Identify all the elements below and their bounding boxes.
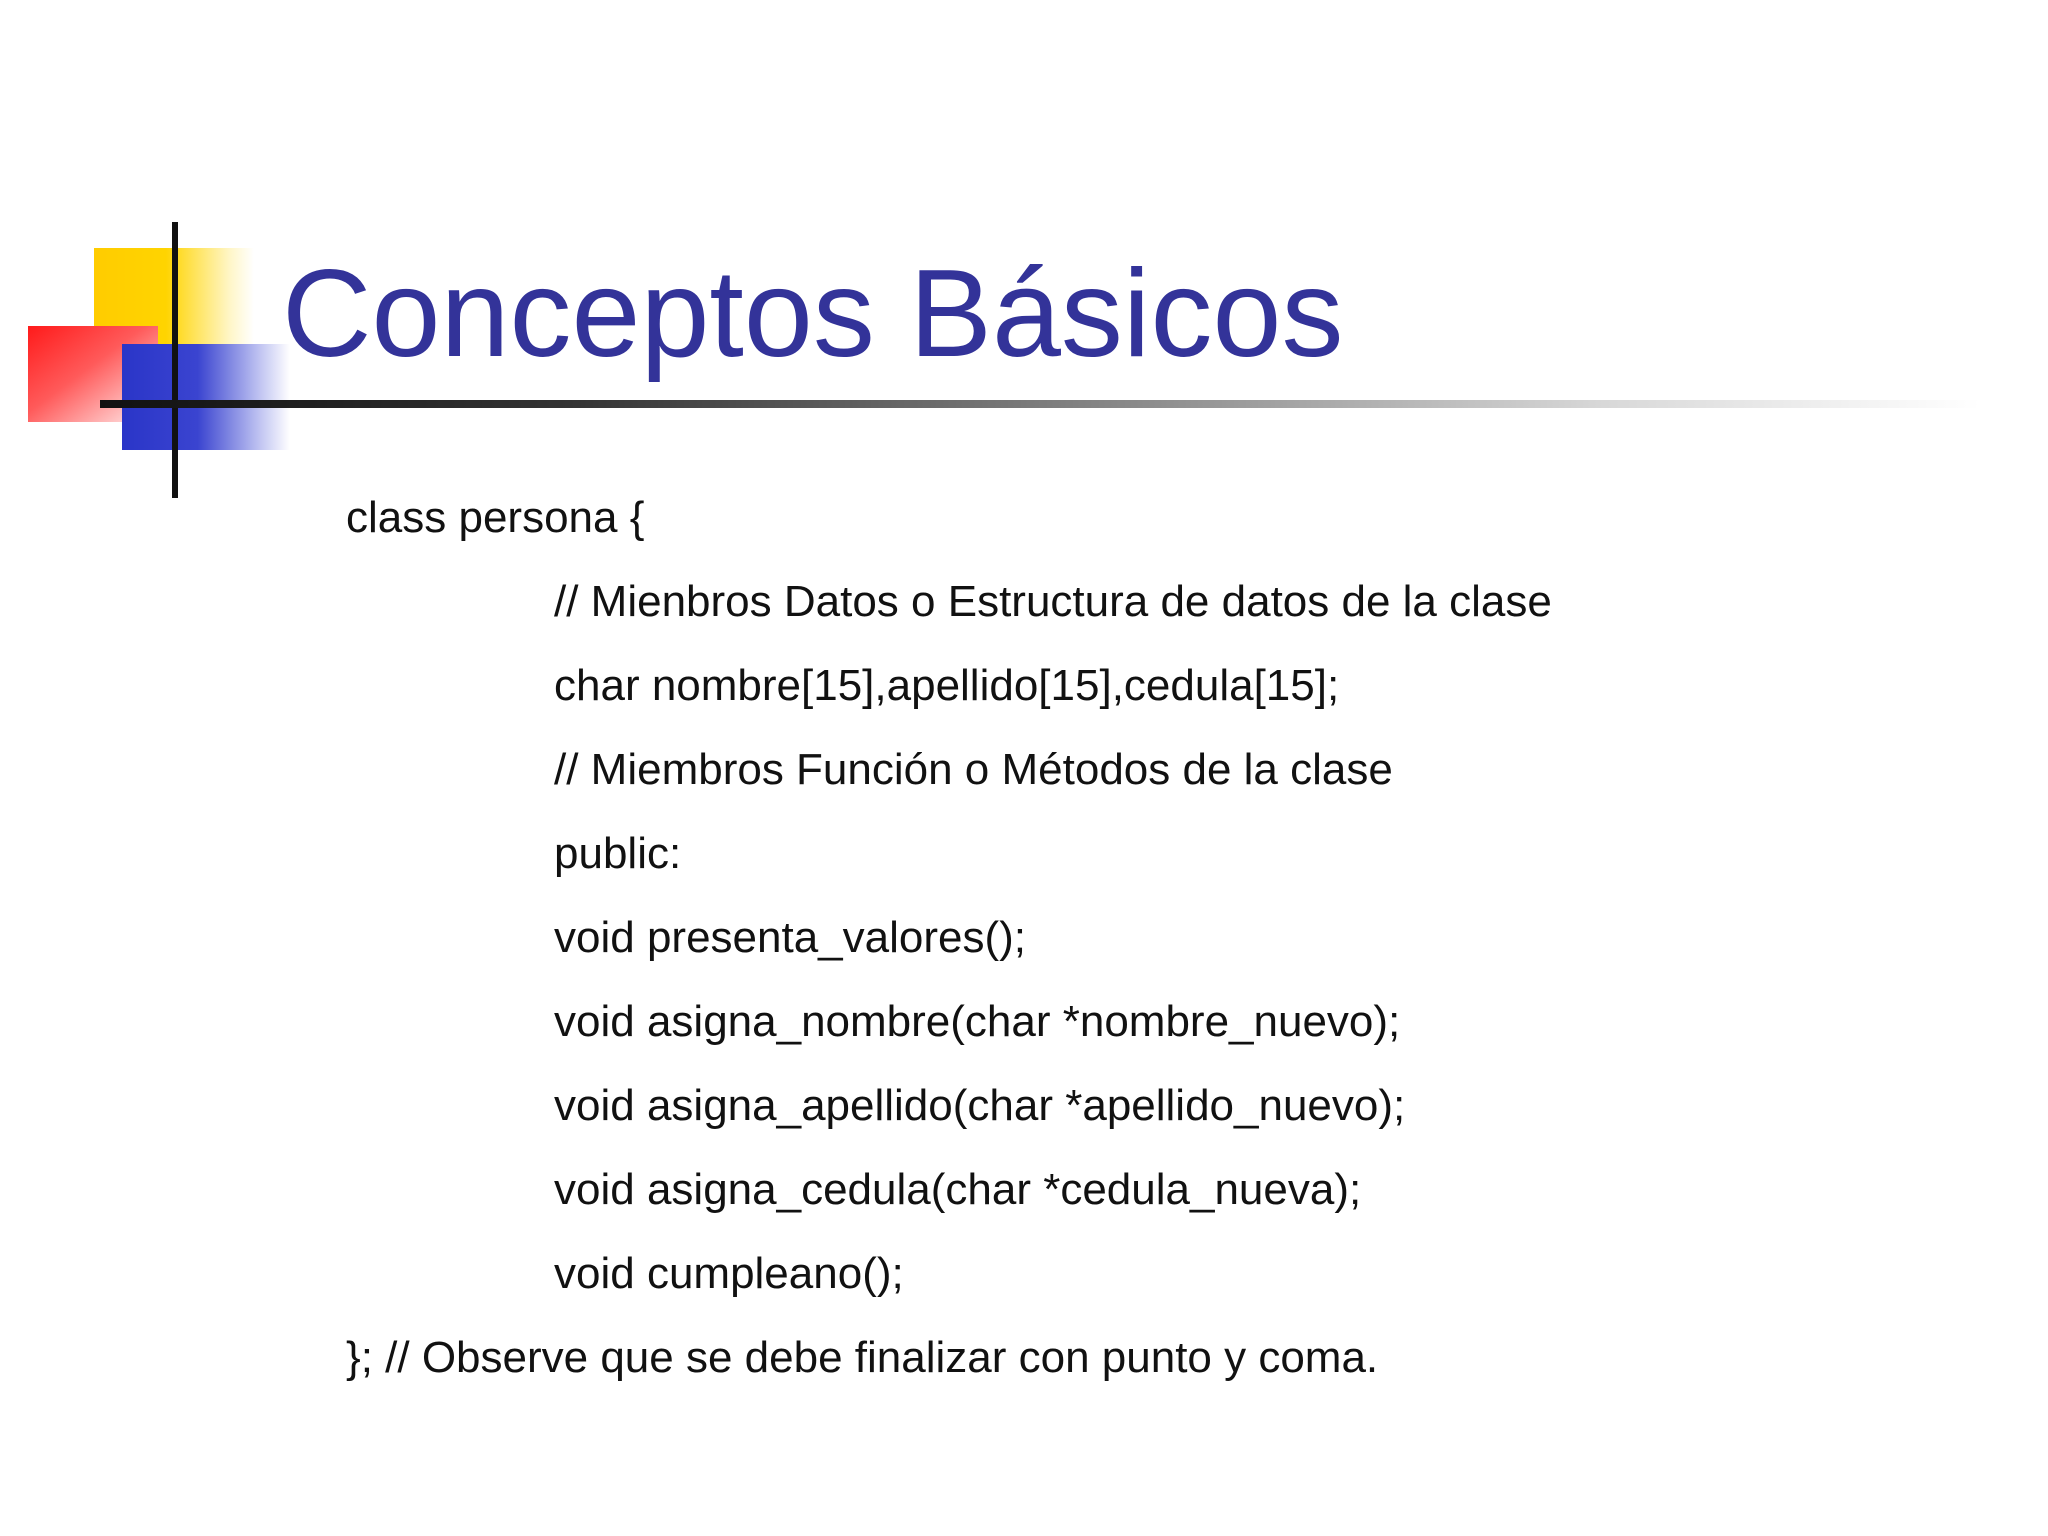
decorative-blue-square <box>122 344 290 450</box>
code-line-class-end: }; // Observe que se debe finalizar con punto y coma. <box>346 1333 1379 1382</box>
code-line-cumpleano: void cumpleano(); <box>554 1249 904 1298</box>
title-underline <box>100 400 1980 408</box>
code-line-public: public: <box>554 829 682 878</box>
code-line-asigna-apellido: void asigna_apellido(char *apellido_nuevo); <box>554 1081 1406 1130</box>
code-line-comment-data-members: // Mienbros Datos o Estructura de datos de la clase <box>554 577 1552 626</box>
code-line-class-declaration: class persona { <box>346 493 645 542</box>
code-line-asigna-cedula: void asigna_cedula(char *cedula_nueva); <box>554 1165 1362 1214</box>
code-line-asigna-nombre: void asigna_nombre(char *nombre_nuevo); <box>554 997 1401 1046</box>
slide-title: Conceptos Básicos <box>282 245 1344 383</box>
code-line-comment-methods: // Miembros Función o Métodos de la clase <box>554 745 1393 794</box>
decorative-vertical-line <box>172 222 178 498</box>
code-line-char-fields: char nombre[15],apellido[15],cedula[15]; <box>554 661 1340 710</box>
code-line-presenta-valores: void presenta_valores(); <box>554 913 1027 962</box>
